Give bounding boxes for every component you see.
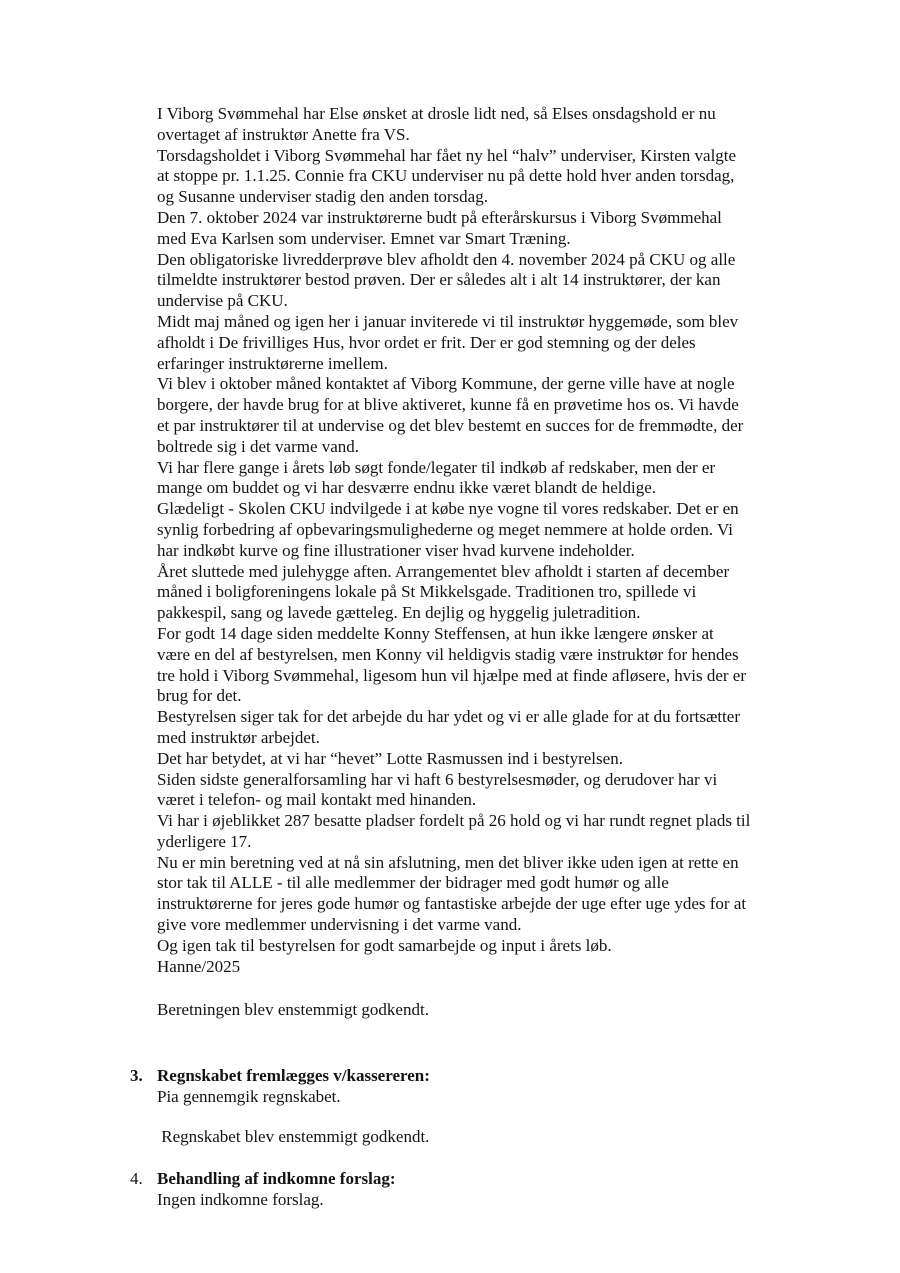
text-line: tre hold i Viborg Svømmehal, ligesom hun vil hjælpe med at finde afløsere, hvis der er [157, 665, 746, 685]
chairman-report-text [157, 104, 750, 977]
text-line: Vi blev i oktober måned kontaktet af Viborg Kommune, der gerne ville have at nogle [157, 374, 735, 394]
agenda-item-4-number: 4. [130, 1169, 143, 1188]
text-line: Og igen tak til bestyrelsen for godt samarbejde og input i årets løb. [157, 935, 612, 955]
report-approval-statement: Beretningen blev enstemmigt godkendt. [157, 1000, 429, 1019]
text-line: har indkøbt kurve og fine illustrationer viser hvad kurvene indeholder. [157, 540, 635, 560]
agenda-item-4-title: Behandling af indkomne forslag: [157, 1169, 396, 1188]
text-line: Bestyrelsen siger tak for det arbejde du har ydet og vi er alle glade for at du fortsætter [157, 707, 740, 727]
text-line: give vore medlemmer undervisning i det varme vand. [157, 915, 522, 935]
text-line: Hanne/2025 [157, 956, 241, 976]
agenda-item-3-body: Pia gennemgik regnskabet. [157, 1086, 341, 1106]
text-line: Den obligatoriske livredderprøve blev afholdt den 4. november 2024 på CKU og alle [157, 249, 736, 269]
text-line: været i telefon- og mail kontakt med hinanden. [157, 790, 477, 810]
text-line: tilmeldte instruktører bestod prøven. Der er således alt i alt 14 instruktører, der kan [157, 270, 721, 290]
text-line: overtaget af instruktør Anette fra VS. [157, 124, 410, 144]
text-line: instruktørerne for jeres gode humør og fantastiske arbejde der uge efter uge ydes for at [157, 894, 747, 914]
agenda-item-4 [130, 1169, 396, 1211]
agenda-item-4-body: Ingen indkomne forslag. [157, 1189, 324, 1209]
agenda-item-3-title: Regnskabet fremlægges v/kassereren: [157, 1066, 430, 1085]
text-line: Nu er min beretning ved at nå sin afslutning, men det bliver ikke uden igen at rette en [157, 852, 739, 872]
text-line: yderligere 17. [157, 831, 252, 851]
text-line: Året sluttede med julehygge aften. Arrangementet blev afholdt i starten af december [157, 561, 730, 581]
text-line: Vi har flere gange i årets løb søgt fonde/legater til indkøb af redskaber, men der er [157, 457, 716, 477]
text-line: Den 7. oktober 2024 var instruktørerne budt på efterårskursus i Viborg Svømmehal [157, 207, 722, 227]
text-line: Midt maj måned og igen her i januar inviterede vi til instruktør hyggemøde, som blev [157, 311, 739, 331]
text-line: måned i boligforeningens lokale på St Mikkelsgade. Traditionen tro, spillede vi [157, 582, 697, 602]
accounts-approval-statement: Regnskabet blev enstemmigt godkendt. [157, 1127, 430, 1146]
text-line: For godt 14 dage siden meddelte Konny Steffensen, at hun ikke længere ønsker at [157, 623, 714, 643]
text-line: et par instruktører til at undervise og det blev bestemt en succes for de fremmødte, der [157, 415, 744, 435]
text-line: undervise på CKU. [157, 291, 288, 311]
text-line: med Eva Karlsen som underviser. Emnet var Smart Træning. [157, 228, 571, 248]
agenda-item-3-content [157, 1066, 430, 1108]
text-line: Vi har i øjeblikket 287 besatte pladser fordelt på 26 hold og vi har rundt regnet plads til [157, 811, 751, 831]
text-line: borgere, der havde brug for at blive aktiveret, kunne få en prøvetime hos os. Vi havde [157, 395, 739, 415]
text-line: Siden sidste generalforsamling har vi haft 6 bestyrelsesmøder, og derudover har vi [157, 769, 718, 789]
text-line: pakkespil, sang og lavede gætteleg. En dejlig og hyggelig juletradition. [157, 603, 641, 623]
text-line: stor tak til ALLE - til alle medlemmer der bidrager med godt humør og alle [157, 873, 669, 893]
text-line: mange om buddet og vi har desværre endnu ikke været blandt de heldige. [157, 478, 657, 498]
text-line: afholdt i De frivilliges Hus, hvor ordet er frit. Der er god stemning og der deles [157, 332, 696, 352]
agenda-item-3-number: 3. [130, 1066, 143, 1085]
text-line: brug for det. [157, 686, 242, 706]
text-line: Torsdagsholdet i Viborg Svømmehal har fået ny hel “halv” underviser, Kirsten valgte [157, 145, 737, 165]
text-line: synlig forbedring af opbevaringsmulighederne og meget nemmere at holde orden. Vi [157, 519, 734, 539]
text-line: være en del af bestyrelsen, men Konny vil heldigvis stadig være instruktør for hendes [157, 644, 739, 664]
text-line: I Viborg Svømmehal har Else ønsket at drosle lidt ned, så Elses onsdagshold er nu [157, 104, 716, 123]
text-line: med instruktør arbejdet. [157, 727, 320, 747]
text-line: boltrede sig i det varme vand. [157, 436, 360, 456]
text-line: Glædeligt - Skolen CKU indvilgede i at købe nye vogne til vores redskaber. Det er en [157, 499, 739, 519]
text-line: og Susanne underviser stadig den anden torsdag. [157, 187, 488, 207]
text-line: at stoppe pr. 1.1.25. Connie fra CKU underviser nu på dette hold hver anden torsdag, [157, 166, 735, 186]
agenda-item-3 [130, 1066, 430, 1108]
text-line: erfaringer instruktørerne imellem. [157, 353, 388, 373]
text-line: Det har betydet, at vi har “hevet” Lotte Rasmussen ind i bestyrelsen. [157, 748, 623, 768]
agenda-item-4-content [157, 1169, 396, 1211]
